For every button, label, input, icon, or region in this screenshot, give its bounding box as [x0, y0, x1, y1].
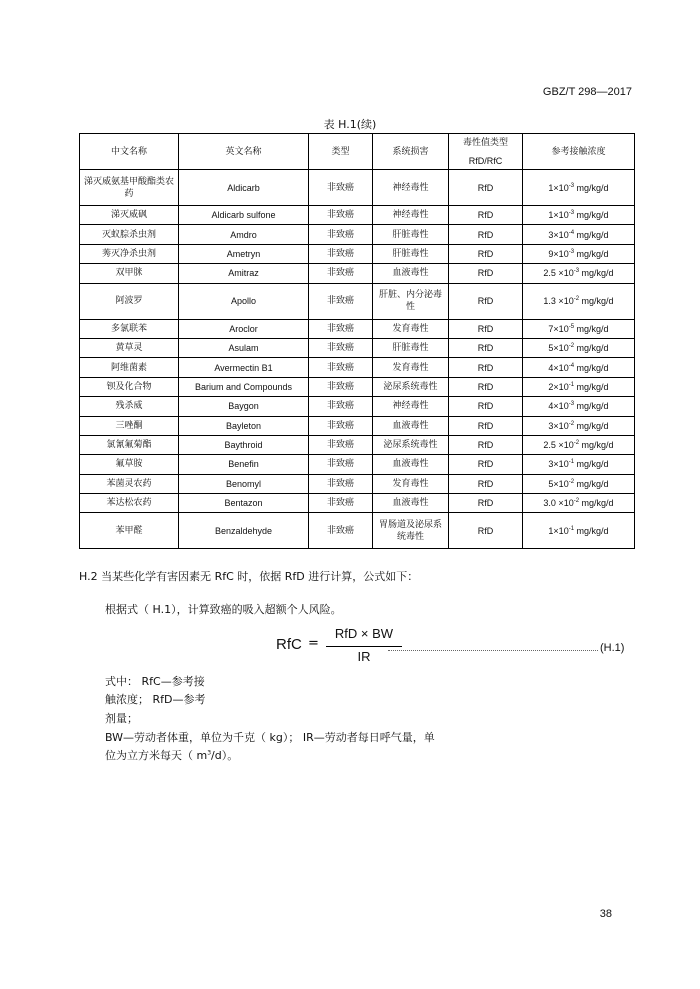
section-h2: H.2 当某些化学有害因素无 RfC 时，依据 RfD 进行计算，公式如下：	[79, 570, 419, 583]
header-tox-type-label: 毒性值类型	[462, 137, 508, 148]
table-row	[80, 474, 635, 493]
cell-system: 发育毒性	[373, 474, 449, 493]
cell-en-name: Barium and Compounds	[179, 377, 309, 396]
cell-tox-type: RfD	[449, 225, 523, 244]
cell-system: 泌尿系统毒性	[373, 377, 449, 396]
header-type: 类型	[309, 134, 373, 170]
cell-cn-name: 黄草灵	[80, 338, 179, 357]
cell-system: 肝脏、内分泌毒性	[373, 283, 449, 319]
ref-exponent: -2	[568, 420, 575, 427]
cell-ref-conc	[523, 377, 635, 396]
where-line-3: 剂量；	[105, 712, 138, 725]
table-row	[80, 513, 635, 549]
ref-mantissa: 5×10	[548, 478, 569, 489]
table-row	[80, 397, 635, 416]
header-cn-name: 中文名称	[80, 134, 179, 170]
ref-unit: mg/kg/d	[574, 362, 609, 373]
where-line-1: 式中： RfC—参考接	[105, 675, 205, 688]
ref-unit: mg/kg/d	[574, 459, 609, 470]
cell-system: 肝脏毒性	[373, 244, 449, 263]
cell-ref-conc	[523, 513, 635, 549]
ref-mantissa: 2.5 ×10	[543, 440, 574, 451]
cell-type: 非致癌	[309, 264, 373, 283]
cell-tox-type: RfD	[449, 455, 523, 474]
cell-en-name: Asulam	[179, 338, 309, 357]
cell-system: 血液毒性	[373, 455, 449, 474]
ref-unit: mg/kg/d	[579, 296, 614, 307]
cell-type: 非致癌	[309, 319, 373, 338]
ref-unit: mg/kg/d	[574, 401, 609, 412]
cell-type: 非致癌	[309, 513, 373, 549]
ref-exponent: -1	[568, 525, 575, 532]
ref-exponent: -1	[568, 381, 575, 388]
cell-ref-conc	[523, 416, 635, 435]
table-row	[80, 377, 635, 396]
cell-type: 非致癌	[309, 416, 373, 435]
cell-ref-conc	[523, 435, 635, 454]
cell-en-name: Aldicarb	[179, 170, 309, 206]
table-row	[80, 319, 635, 338]
cell-cn-name: 涕灭威氨基甲酸酯类农药	[80, 170, 179, 206]
ref-exponent: -2	[568, 343, 575, 350]
table-row	[80, 338, 635, 357]
ref-unit: mg/kg/d	[579, 498, 614, 509]
formula-number: (H.1)	[600, 642, 625, 654]
table-caption: 表 H.1(续)	[323, 118, 377, 131]
cell-type: 非致癌	[309, 244, 373, 263]
header-tox-type	[449, 134, 523, 170]
cell-system: 血液毒性	[373, 416, 449, 435]
cell-tox-type: RfD	[449, 513, 523, 549]
ref-unit: mg/kg/d	[579, 440, 614, 451]
formula-fraction-bar	[326, 646, 402, 647]
ref-unit: mg/kg/d	[574, 381, 609, 392]
cell-system: 神经毒性	[373, 206, 449, 225]
cell-tox-type: RfD	[449, 338, 523, 357]
intro-text: 根据式（ H.1），计算致癌的吸入超额个人风险。	[105, 603, 342, 616]
cell-ref-conc	[523, 244, 635, 263]
cell-en-name: Baygon	[179, 397, 309, 416]
cell-cn-name: 多氯联苯	[80, 319, 179, 338]
cell-cn-name: 莠灭净杀虫剂	[80, 244, 179, 263]
header-tox-type-sub: RfD/RfC	[468, 155, 503, 166]
rfd-table	[79, 133, 635, 549]
table-row	[80, 264, 635, 283]
cell-en-name: Amdro	[179, 225, 309, 244]
cell-system: 肝脏毒性	[373, 338, 449, 357]
formula-h1	[276, 626, 636, 670]
cell-system: 胃肠道及泌尿系统毒性	[373, 513, 449, 549]
table-row	[80, 206, 635, 225]
cell-cn-name: 阿波罗	[80, 283, 179, 319]
cell-tox-type: RfD	[449, 397, 523, 416]
cell-ref-conc	[523, 474, 635, 493]
cell-tox-type: RfD	[449, 283, 523, 319]
cell-cn-name: 三唑酮	[80, 416, 179, 435]
cell-cn-name: 灭蚁腙杀虫剂	[80, 225, 179, 244]
cell-ref-conc	[523, 264, 635, 283]
ref-exponent: -5	[568, 323, 575, 330]
cell-tox-type: RfD	[449, 206, 523, 225]
cell-tox-type: RfD	[449, 170, 523, 206]
cell-cn-name: 氟草胺	[80, 455, 179, 474]
cell-en-name: Aldicarb sulfone	[179, 206, 309, 225]
ref-mantissa: 4×10	[548, 362, 569, 373]
cell-type: 非致癌	[309, 494, 373, 513]
where-line-5-sup: 3	[207, 749, 212, 757]
ref-unit: mg/kg/d	[574, 420, 609, 431]
ref-exponent: -2	[573, 498, 580, 505]
ref-exponent: -2	[573, 296, 580, 303]
ref-unit: mg/kg/d	[574, 248, 609, 259]
ref-mantissa: 3.0 ×10	[543, 498, 574, 509]
cell-ref-conc	[523, 206, 635, 225]
ref-exponent: -4	[568, 362, 575, 369]
header-system: 系统损害	[373, 134, 449, 170]
cell-cn-name: 阿维菌素	[80, 358, 179, 377]
formula-denominator: IR	[357, 649, 371, 664]
table-row	[80, 435, 635, 454]
ref-mantissa: 3×10	[548, 420, 569, 431]
ref-exponent: -3	[568, 182, 575, 189]
ref-mantissa: 2×10	[548, 381, 569, 392]
cell-en-name: Benzaldehyde	[179, 513, 309, 549]
cell-ref-conc	[523, 170, 635, 206]
ref-exponent: -2	[568, 478, 575, 485]
ref-mantissa: 1×10	[548, 182, 569, 193]
cell-cn-name: 苯达松农药	[80, 494, 179, 513]
ref-mantissa: 1.3 ×10	[543, 296, 574, 307]
ref-exponent: -3	[568, 248, 575, 255]
cell-en-name: Baythroid	[179, 435, 309, 454]
standard-code: GBZ/T 298—2017	[542, 86, 632, 98]
cell-type: 非致癌	[309, 206, 373, 225]
cell-en-name: Benomyl	[179, 474, 309, 493]
cell-en-name: Aroclor	[179, 319, 309, 338]
table-row	[80, 416, 635, 435]
where-line-5-pre: 位为立方米每天（ m	[105, 749, 208, 762]
ref-mantissa: 7×10	[548, 323, 569, 334]
formula-lhs: RfC	[276, 636, 302, 653]
where-line-5	[105, 747, 238, 763]
cell-en-name: Apollo	[179, 283, 309, 319]
cell-tox-type: RfD	[449, 494, 523, 513]
cell-cn-name: 氯氰氟菊酯	[80, 435, 179, 454]
ref-mantissa: 2.5 ×10	[543, 268, 574, 279]
formula-leader-dots	[388, 649, 598, 651]
cell-system: 发育毒性	[373, 319, 449, 338]
ref-unit: mg/kg/d	[574, 229, 609, 240]
cell-type: 非致癌	[309, 377, 373, 396]
ref-mantissa: 4×10	[548, 401, 569, 412]
cell-en-name: Bayleton	[179, 416, 309, 435]
ref-unit: mg/kg/d	[574, 343, 609, 354]
cell-system: 发育毒性	[373, 358, 449, 377]
cell-ref-conc	[523, 319, 635, 338]
cell-tox-type: RfD	[449, 319, 523, 338]
ref-unit: mg/kg/d	[574, 210, 609, 221]
where-line-5-post: /d）。	[211, 749, 239, 762]
ref-unit: mg/kg/d	[579, 268, 614, 279]
formula-equals: =	[308, 636, 319, 651]
ref-exponent: -2	[573, 440, 580, 447]
cell-tox-type: RfD	[449, 244, 523, 263]
cell-cn-name: 钡及化合物	[80, 377, 179, 396]
cell-type: 非致癌	[309, 225, 373, 244]
cell-type: 非致癌	[309, 455, 373, 474]
ref-mantissa: 3×10	[548, 459, 569, 470]
cell-type: 非致癌	[309, 435, 373, 454]
cell-en-name: Benefin	[179, 455, 309, 474]
cell-type: 非致癌	[309, 397, 373, 416]
cell-ref-conc	[523, 338, 635, 357]
cell-ref-conc	[523, 397, 635, 416]
cell-type: 非致癌	[309, 358, 373, 377]
cell-ref-conc	[523, 494, 635, 513]
cell-tox-type: RfD	[449, 435, 523, 454]
cell-en-name: Bentazon	[179, 494, 309, 513]
table-row	[80, 170, 635, 206]
cell-tox-type: RfD	[449, 358, 523, 377]
cell-tox-type: RfD	[449, 264, 523, 283]
ref-exponent: -3	[568, 210, 575, 217]
cell-type: 非致癌	[309, 170, 373, 206]
ref-unit: mg/kg/d	[574, 525, 609, 536]
where-line-2: 触浓度； RfD—参考	[105, 693, 206, 706]
ref-mantissa: 1×10	[548, 210, 569, 221]
ref-mantissa: 1×10	[548, 525, 569, 536]
ref-exponent: -3	[568, 401, 575, 408]
ref-unit: mg/kg/d	[574, 478, 609, 489]
cell-cn-name: 苯菌灵农药	[80, 474, 179, 493]
formula-numerator: RfD × BW	[334, 626, 394, 641]
ref-unit: mg/kg/d	[574, 323, 609, 334]
cell-system: 血液毒性	[373, 264, 449, 283]
table-row	[80, 358, 635, 377]
cell-cn-name: 残杀威	[80, 397, 179, 416]
cell-type: 非致癌	[309, 474, 373, 493]
cell-system: 神经毒性	[373, 397, 449, 416]
cell-ref-conc	[523, 455, 635, 474]
cell-cn-name: 双甲脒	[80, 264, 179, 283]
ref-unit: mg/kg/d	[574, 182, 609, 193]
cell-en-name: Avermectin B1	[179, 358, 309, 377]
cell-tox-type: RfD	[449, 377, 523, 396]
cell-ref-conc	[523, 283, 635, 319]
ref-exponent: -4	[568, 229, 575, 236]
table-row	[80, 225, 635, 244]
cell-system: 泌尿系统毒性	[373, 435, 449, 454]
cell-en-name: Amitraz	[179, 264, 309, 283]
table-row	[80, 283, 635, 319]
cell-ref-conc	[523, 358, 635, 377]
cell-type: 非致癌	[309, 283, 373, 319]
ref-mantissa: 3×10	[548, 229, 569, 240]
header-ref-conc: 参考接触浓度	[523, 134, 635, 170]
table-row	[80, 494, 635, 513]
cell-cn-name: 苯甲醛	[80, 513, 179, 549]
cell-ref-conc	[523, 225, 635, 244]
table-row	[80, 244, 635, 263]
where-line-4: BW—劳动者体重，单位为千克（ kg）； IR—劳动者每日呼气量，单	[105, 731, 435, 744]
cell-en-name: Ametryn	[179, 244, 309, 263]
ref-mantissa: 5×10	[548, 343, 569, 354]
ref-exponent: -1	[568, 459, 575, 466]
ref-mantissa: 9×10	[548, 248, 569, 259]
table-header-row	[80, 134, 635, 170]
table-row	[80, 455, 635, 474]
cell-system: 神经毒性	[373, 170, 449, 206]
cell-tox-type: RfD	[449, 474, 523, 493]
cell-system: 血液毒性	[373, 494, 449, 513]
cell-tox-type: RfD	[449, 416, 523, 435]
ref-exponent: -3	[573, 268, 580, 275]
cell-type: 非致癌	[309, 338, 373, 357]
cell-system: 肝脏毒性	[373, 225, 449, 244]
cell-cn-name: 涕灭威砜	[80, 206, 179, 225]
page-number: 38	[599, 908, 612, 920]
header-en-name: 英文名称	[179, 134, 309, 170]
